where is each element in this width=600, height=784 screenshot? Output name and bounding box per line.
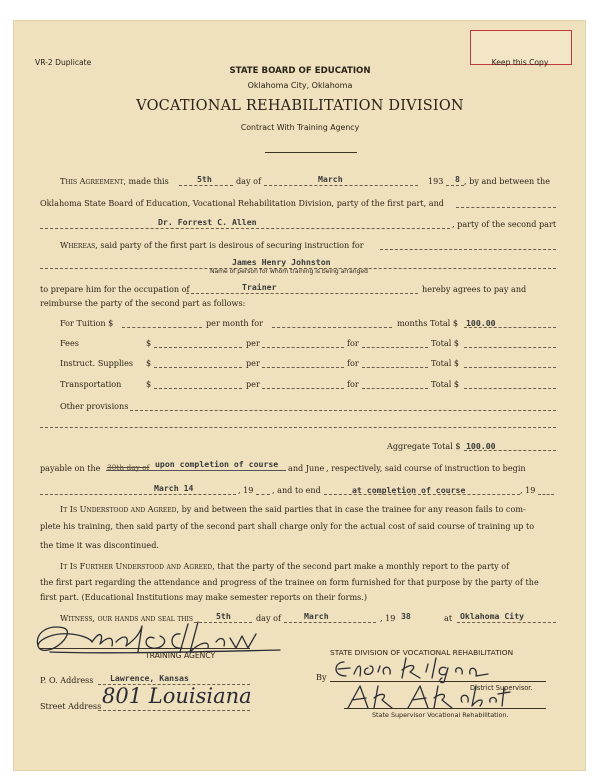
- cost-row-dollar: $: [146, 358, 152, 368]
- cost-row-total: Total $: [431, 379, 460, 389]
- witness-at: at: [444, 613, 453, 623]
- agreement-year-prefix: 193: [428, 176, 444, 186]
- cost-row-per: per: [246, 358, 260, 368]
- witness-day-of: day of: [256, 613, 282, 623]
- agreement-by-between: , by and between the: [464, 176, 551, 186]
- clause-further: It Is Further Understood and Agreed, that the party of the second part make a monthly report to the party of: [60, 561, 510, 571]
- trainee-name-value: James Henry Johnston: [232, 257, 331, 267]
- tuition-total-value: 100.00: [466, 318, 496, 328]
- agreement-day-of: day of: [236, 176, 262, 186]
- street-address-value: 801 Louisiana: [102, 684, 252, 708]
- witness-year-prefix: , 19: [380, 613, 396, 623]
- po-address-label: P. O. Address: [40, 675, 94, 685]
- cost-row-dollar: $: [146, 338, 152, 348]
- aggregate-total-label: Aggregate Total $: [387, 441, 461, 451]
- state-division-label: STATE DIVISION OF VOCATIONAL REHABILITATION: [330, 648, 514, 657]
- whereas-clause: Whereas, said party of the first part is desirous of securing instruction for: [60, 240, 364, 250]
- header-rule: [265, 152, 357, 153]
- clause-understood-3: the time it was discontinued.: [40, 540, 159, 550]
- trainee-caption: Name of person for whom training is being arranged: [210, 268, 368, 275]
- by-label: By: [316, 672, 327, 682]
- training-agency-label: TRAINING AGENCY: [145, 651, 216, 660]
- second-party-value: Dr. Forrest C. Allen: [158, 217, 257, 227]
- payment-lead: payable on the: [40, 463, 101, 473]
- keep-copy-label: Keep this Copy: [491, 58, 549, 67]
- witness-month-value: March: [304, 611, 329, 621]
- cost-row-per: per: [246, 379, 260, 389]
- payment-struck-text: 30th day of: [107, 463, 150, 472]
- witness-day-value: 5th: [216, 611, 231, 621]
- contract-subtitle: Contract With Training Agency: [240, 123, 360, 132]
- agreement-lead: This Agreement, made this: [60, 176, 169, 186]
- other-provisions-label: Other provisions: [60, 401, 129, 411]
- tuition-per-month: per month for: [206, 318, 263, 328]
- end-date-value: at completion of course: [352, 485, 466, 495]
- payment-and-june: and June: [288, 463, 325, 473]
- occupation-value: Trainer: [242, 282, 277, 292]
- prepare-text: to prepare him for the occupation of: [40, 284, 190, 294]
- clause-understood: It Is Understood and Agreed, by and between the said parties that in case the trainee for any reason fails to com-: [60, 504, 526, 514]
- end-year: , 19: [520, 485, 536, 495]
- clause-further-2: the first part regarding the attendance and progress of the trainee on form furnished for that purpose by the party of the: [40, 577, 539, 587]
- begin-year: , 19: [238, 485, 254, 495]
- cost-row-label: Instruct. Supplies: [60, 358, 134, 368]
- aggregate-total-value: 100.00: [466, 441, 496, 451]
- state-supervisor-label: State Supervisor Vocational Rehabilitation.: [372, 711, 509, 719]
- clause-understood-2: plete his training, then said party of the second part shall charge only for the actual cost of said course of training up to: [40, 521, 535, 531]
- street-address-label: Street Address: [40, 701, 102, 711]
- cost-row-per: per: [246, 338, 260, 348]
- witness-year-value: 38: [401, 611, 411, 621]
- cost-row-total: Total $: [431, 358, 460, 368]
- cost-row-for: for: [347, 379, 359, 389]
- division-title: VOCATIONAL REHABILITATION DIVISION: [136, 98, 464, 114]
- to-end-text: , and to end: [272, 485, 321, 495]
- po-address-value: Lawrence, Kansas: [110, 673, 189, 683]
- agency-signature: [30, 612, 300, 662]
- agreement-year-digit: 8: [455, 174, 460, 184]
- form-id: VR-2 Duplicate: [35, 58, 92, 67]
- payment-rest: , respectively, said course of instruction to begin: [326, 463, 526, 473]
- board-city: Oklahoma City, Oklahoma: [247, 81, 353, 90]
- cost-row-label: Fees: [60, 338, 79, 348]
- cost-row-for: for: [347, 338, 359, 348]
- district-supervisor-label: District Supervisor.: [470, 684, 533, 692]
- tuition-months-total: months Total $: [397, 318, 458, 328]
- agreement-parties: Oklahoma State Board of Education, Vocational Rehabilitation Division, party of the first part, and: [40, 198, 444, 208]
- second-party-label: , party of the second part: [452, 219, 557, 229]
- witness-place-value: Oklahoma City: [460, 611, 525, 621]
- witness-lead: Witness, our hands and seal this: [60, 613, 194, 623]
- cost-row-for: for: [347, 358, 359, 368]
- cost-row-label: Transportation: [60, 379, 122, 389]
- tuition-label: For Tuition $: [60, 318, 114, 328]
- clause-further-3: first part. (Educational Institutions may make semester reports on their forms.): [40, 592, 368, 602]
- cost-row-total: Total $: [431, 338, 460, 348]
- payment-typed-value: upon completion of course: [155, 459, 279, 469]
- agreement-day-value: 5th: [197, 174, 212, 184]
- board-title: STATE BOARD OF EDUCATION: [229, 66, 371, 76]
- begin-date-value: March 14: [154, 483, 194, 493]
- reimburse-text: reimburse the party of the second part as follows:: [40, 298, 246, 308]
- supervisor-signature: [338, 680, 528, 714]
- agreement-month-value: March: [318, 174, 343, 184]
- cost-row-dollar: $: [146, 379, 152, 389]
- agrees-text: hereby agrees to pay and: [422, 284, 527, 294]
